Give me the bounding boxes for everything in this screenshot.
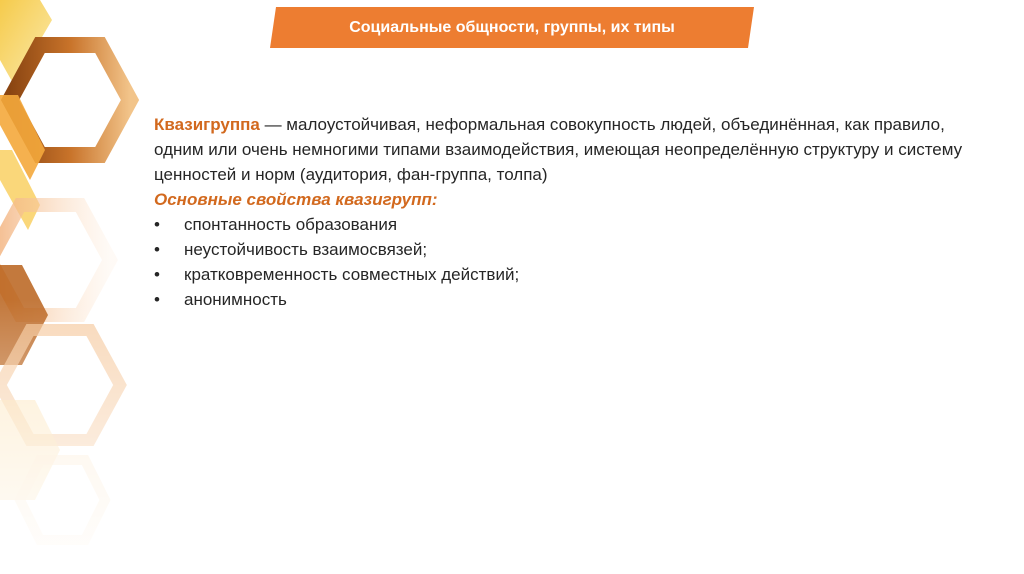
- page-title: Социальные общности, группы, их типы: [349, 19, 675, 36]
- properties-heading: Основные свойства квазигрупп:: [154, 190, 438, 209]
- definition-paragraph: [154, 112, 994, 187]
- properties-list: [154, 212, 994, 312]
- list-item-text: неустойчивость взаимосвязей;: [184, 240, 428, 259]
- bullet-icon: •: [154, 265, 160, 284]
- bullet-icon: •: [154, 290, 160, 309]
- bullet-icon: •: [154, 240, 160, 259]
- list-item: [154, 262, 994, 287]
- list-item: [154, 237, 994, 262]
- list-item: [154, 287, 994, 312]
- list-item-text: спонтанность образования: [184, 215, 398, 234]
- list-item-text: кратковременность совместных действий;: [184, 265, 520, 284]
- title-banner: [270, 7, 754, 48]
- list-item: [154, 212, 994, 237]
- content-body: [154, 112, 994, 312]
- definition-text: — малоустойчивая, неформальная совокупность людей, объединённая, как правило, одним или очень немногими типами взаимодействия, имеющая неопределённую структуру и систему ценностей и норм (аудитория, фан-группа, толпа): [154, 115, 963, 184]
- list-item-text: анонимность: [184, 290, 287, 309]
- definition-term: Квазигруппа: [154, 115, 260, 134]
- bullet-icon: •: [154, 215, 160, 234]
